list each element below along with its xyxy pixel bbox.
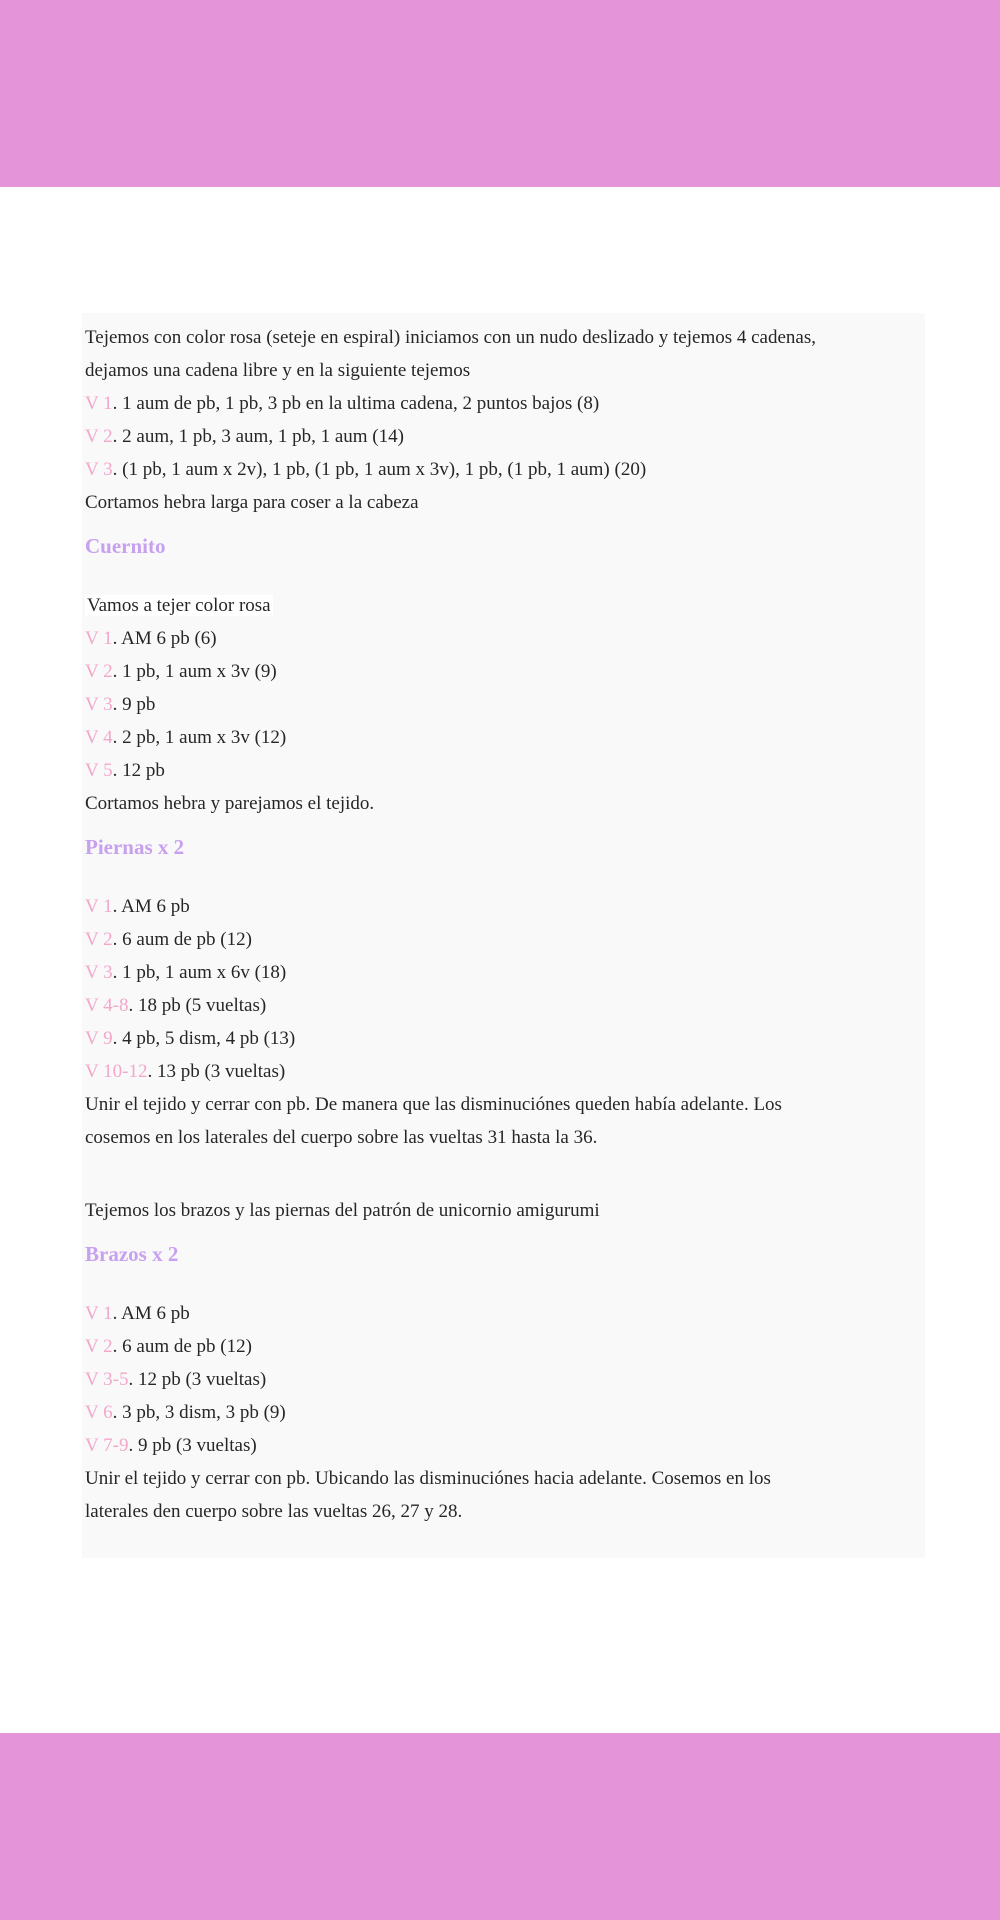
round-label: V 1 [85,628,113,649]
round-text: . 1 pb, 1 aum x 6v (18) [112,962,287,983]
round-row [85,1363,923,1396]
round-label: V 1 [85,1303,113,1324]
round-text: . 9 pb (3 vueltas) [128,1435,257,1456]
brazos-closing-2: laterales den cuerpo sobre las vueltas 26, 27 y 28. [85,1501,463,1522]
round-label: V 6 [85,1402,113,1423]
round-row [85,1022,923,1055]
round-row [85,956,923,989]
round-text: . 12 pb (3 vueltas) [128,1369,267,1390]
round-label: V 3 [85,694,113,715]
intro-line-1: Tejemos con color rosa (seteje en espiral) iniciamos con un nudo deslizado y tejemos 4 cadenas, [85,327,816,348]
section-heading-brazos: Brazos x 2 [85,1242,179,1266]
intro-line-2: dejamos una cadena libre y en la siguiente tejemos [85,360,471,381]
round-text: . AM 6 pb (6) [112,628,217,649]
round-label: V 5 [85,760,113,781]
round-row [85,923,923,956]
round-row [85,890,923,923]
round-row [85,754,923,787]
round-text: . AM 6 pb [112,1303,190,1324]
piernas-closing-2: cosemos en los laterales del cuerpo sobre las vueltas 31 hasta la 36. [85,1127,598,1148]
round-label: V 3 [85,962,113,983]
intro-closing: Cortamos hebra larga para coser a la cabeza [85,492,419,513]
section-heading-piernas: Piernas x 2 [85,835,185,859]
round-row [85,420,923,453]
round-text: . 18 pb (5 vueltas) [128,995,267,1016]
round-row [85,1297,923,1330]
piernas-closing-1: Unir el tejido y cerrar con pb. De manera que las disminuciónes queden había adelante. Los [85,1094,782,1115]
round-label: V 2 [85,661,113,682]
round-label: V 9 [85,1028,113,1049]
round-row [85,989,923,1022]
round-text: . 1 pb, 1 aum x 3v (9) [112,661,277,682]
round-row [85,1055,923,1088]
round-row [85,1330,923,1363]
round-label: V 1 [85,896,113,917]
round-text: . 13 pb (3 vueltas) [147,1061,286,1082]
round-label: V 2 [85,426,113,447]
section-heading-cuernito: Cuernito [85,534,166,558]
top-banner [0,0,1000,187]
round-text: . 2 pb, 1 aum x 3v (12) [112,727,287,748]
round-label: V 2 [85,1336,113,1357]
round-row [85,622,923,655]
round-label: V 3-5 [85,1369,129,1390]
round-row [85,387,923,420]
round-label: V 4 [85,727,113,748]
round-label: V 10-12 [85,1061,148,1082]
round-row [85,453,923,486]
round-label: V 3 [85,459,113,480]
round-text: . 6 aum de pb (12) [112,929,252,950]
bottom-banner [0,1733,1000,1920]
cuernito-intro: Vamos a tejer color rosa [87,595,271,616]
round-text: . 3 pb, 3 dism, 3 pb (9) [112,1402,286,1423]
round-text: . 6 aum de pb (12) [112,1336,252,1357]
brazos-closing-1: Unir el tejido y cerrar con pb. Ubicando las disminuciónes hacia adelante. Cosemos en los [85,1468,771,1489]
round-label: V 7-9 [85,1435,129,1456]
round-text: . 1 aum de pb, 1 pb, 3 pb en la ultima cadena, 2 puntos bajos (8) [112,393,600,414]
round-text: . 9 pb [112,694,156,715]
round-label: V 1 [85,393,113,414]
round-text: . 4 pb, 5 dism, 4 pb (13) [112,1028,296,1049]
round-text: . AM 6 pb [112,896,190,917]
pattern-content [85,321,923,1528]
transition-text: Tejemos los brazos y las piernas del patrón de unicornio amigurumi [85,1200,600,1221]
round-text: . (1 pb, 1 aum x 2v), 1 pb, (1 pb, 1 aum x 3v), 1 pb, (1 pb, 1 aum) (20) [112,459,647,480]
round-row [85,655,923,688]
round-row [85,1396,923,1429]
round-row [85,1429,923,1462]
cuernito-closing: Cortamos hebra y parejamos el tejido. [85,793,375,814]
round-text: . 12 pb [112,760,165,781]
round-row [85,721,923,754]
round-label: V 2 [85,929,113,950]
round-text: . 2 aum, 1 pb, 3 aum, 1 pb, 1 aum (14) [112,426,404,447]
round-label: V 4-8 [85,995,129,1016]
round-row [85,688,923,721]
